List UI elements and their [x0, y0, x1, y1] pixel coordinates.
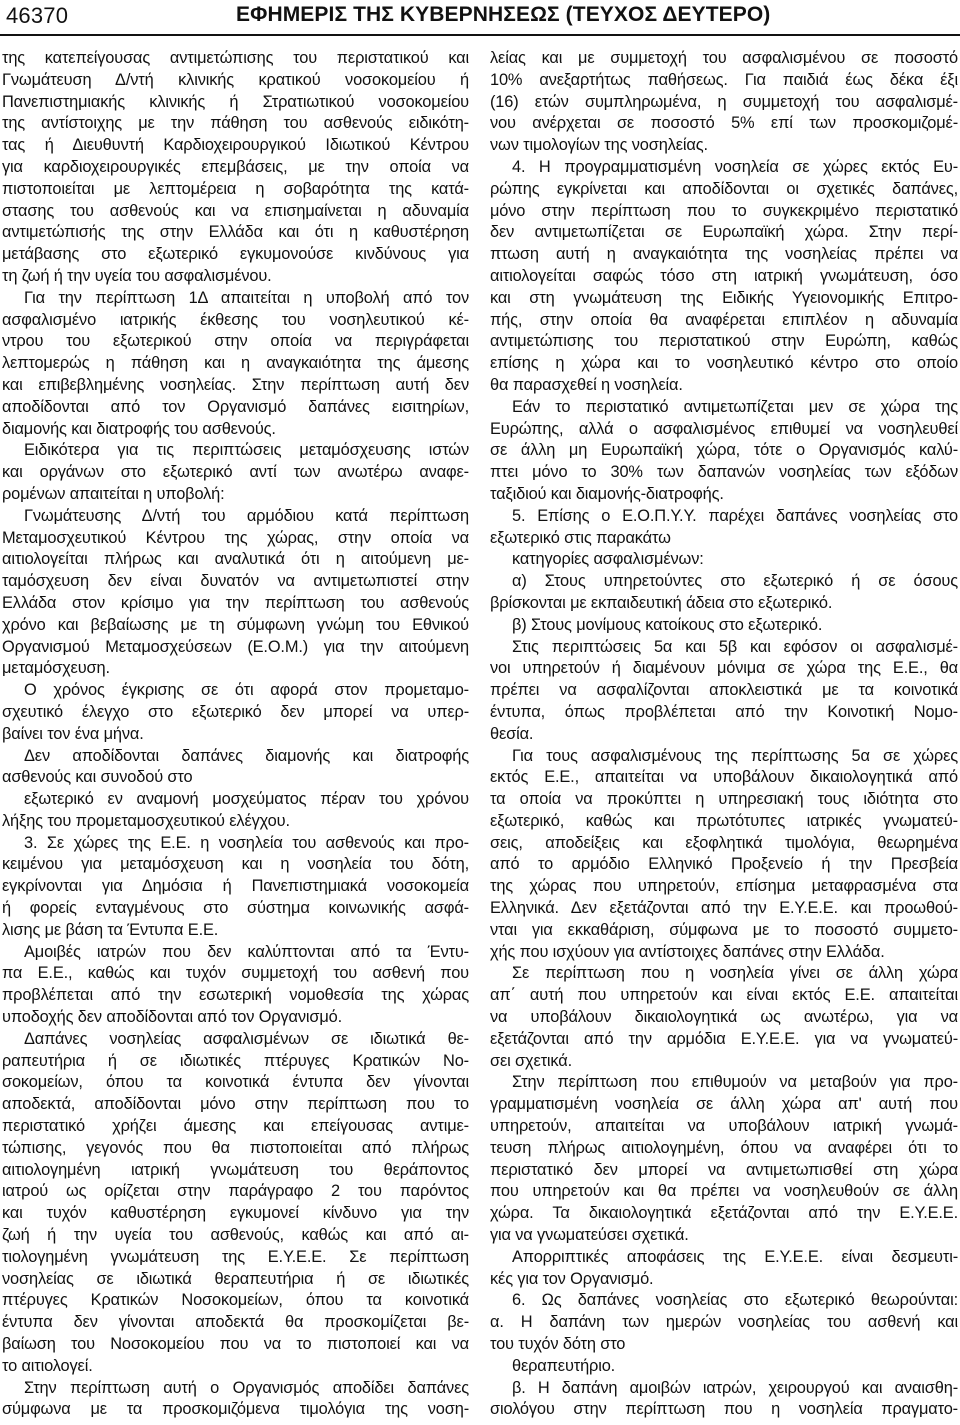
text-line: Αμοιβές ιατρών που δεν καλύπτονται από τα Έντυ- — [24, 942, 469, 961]
text-line: της αντίστοιχης με την πάθηση του ασθενούς ειδικότη- — [2, 114, 469, 133]
text-line: λείας και με συμμετοχή του ασφαλισμένου σε ποσοστό — [490, 49, 958, 67]
text-line: Γνωμάτευση Δ/ντή κλινικής κρατικού νοσοκομείου ή — [2, 70, 469, 89]
text-line: Ευρώπης, αλλά ο ασφαλισμένος επιθυμεί να νοσηλευθεί — [490, 419, 958, 438]
text-line: μεταμόσχευση. — [2, 659, 110, 678]
text-line: περιστατικό δεν μπορεί να αντιμετωπισθεί στη χώρα — [490, 1160, 958, 1179]
text-line: Δαπάνες νοσηλείας ασφαλισμένων σε ιδιωτικά θε- — [24, 1029, 469, 1048]
text-line: ασφαλισμένο ιατρικής έκθεσης του νοσηλευτικού κέ- — [2, 310, 469, 329]
page-header — [0, 0, 960, 36]
text-line: ραπευτήρια ή σε ιδιωτικές πτέρυγες Κρατικών Νο- — [2, 1051, 469, 1070]
text-line: κατηγορίες ασφαλισμένων: — [512, 550, 704, 569]
text-line: (16) ετών συμπληρωμένα, η συμμετοχή του ασφαλισμέ- — [490, 92, 958, 111]
text-line: πρέπει να ασφαλίζονται αποκλειστικά με τα κοινοτικά — [490, 681, 958, 700]
text-line: σχευτικό έλεγχο στο εξωτερικό δεν μπορεί να υπερ- — [2, 702, 469, 721]
text-line: της χώρας που υπηρετούν, επίσημα μεταφρασμένα στα — [490, 877, 958, 896]
text-line: προβλέπεται από την εσωτερική νομοθεσία της χώρας — [2, 986, 469, 1005]
text-line: και επιβεβλημένης νοσηλείας. Στην περίπτωση αυτή δεν — [2, 375, 469, 394]
text-line: πτει μόνο το 30% των δαπανών νοσηλείας των εξόδων — [490, 463, 958, 482]
text-line: λήξης του προμεταμοσχευτικού ελέγχου. — [2, 811, 290, 830]
text-line: Στην περίπτωση που επιθυμούν να μεταβούν για προ- — [512, 1073, 958, 1092]
text-line: αποδίδονται από τον Οργανισμό δαπάνες εισιτηρίων, — [2, 397, 469, 416]
text-line: β) Στους μονίμους κατοίκους στο εξωτερικό. — [512, 615, 823, 634]
text-line: τώπισης, γεγονός που θα πιστοποιείται από πλήρως — [2, 1138, 469, 1157]
text-line: ρώπης εγκρίνεται και αποδίδονται οι σχετικές δαπάνες, — [490, 179, 958, 198]
text-line: αντιμετώπισης του περιστατικού στην Ευρώπη, καθώς — [490, 332, 958, 351]
text-line: σει σχετικά. — [490, 1051, 572, 1070]
text-line: και στη γνωμάτευση της Ειδικής Υγειονομικής Επιτρο- — [490, 288, 958, 307]
text-line: τα οποία να προκύπτει η υπηρεσιακή τους ιδιότητα στο — [490, 790, 958, 809]
text-line: Στις περιπτώσεις 5α και 5β και εφόσον οι ασφαλισμέ- — [512, 637, 958, 656]
text-line: τας ή Διευθυντή Καρδιοχειρουργικού Ιδιωτικού Κέντρου — [2, 136, 469, 155]
text-line: για καρδιοχειρουργικές επεμβάσεις, με την οποία να — [2, 157, 469, 176]
text-line: πτέρυγες Κρατικών Νοσοκομείων, όπου τα κοινοτικά — [2, 1291, 469, 1310]
text-line: Δεν αποδίδονται δαπάνες διαμονής και διατροφής — [24, 746, 469, 765]
text-line: ζωή ή την υγεία του ασθενούς, καθώς και από αι- — [2, 1226, 469, 1245]
text-line: Σε περίπτωση που η νοσηλεία γίνει σε άλλη χώρα — [512, 964, 958, 983]
text-line: σύμφωνα με τα προσκομιζόμενα τιμολόγια της νοση- — [2, 1400, 469, 1419]
text-line: Εάν το περιστατικό αντιμετωπίζεται μεν σε χώρα της — [512, 397, 958, 416]
text-line: για να γνωματεύσει σχετικά. — [490, 1226, 689, 1245]
text-line: τη ζωή ή την υγεία του ασφαλισμένου. — [2, 266, 272, 285]
text-line: έντυπα δεν γίνονται αποδεκτά θα προσκομίζεται βε- — [2, 1313, 469, 1332]
text-line: και οργάνων στο εξωτερικό αντί των ανωτέρω αναφε- — [2, 463, 469, 482]
text-line: αντιμετώπισής της στην Ελλάδα και ότι η καθυστέρηση — [2, 223, 469, 242]
text-line: ταξιδιού και διαμονής-διατροφής. — [490, 484, 724, 503]
left-column — [2, 48, 469, 1421]
text-line: του τυχόν δότη στο — [490, 1335, 626, 1354]
text-line: εκτός Ε.Ε., απαιτείται να υποβάλουν δικαιολογητικά από — [490, 768, 958, 787]
text-line: δεν αντιμετωπίζεται σε Ευρωπαϊκή χώρα. Στην περί- — [490, 223, 958, 242]
text-line: να υποβάλουν δικαιολογητικά ως ανωτέρω, για να — [490, 1008, 958, 1027]
text-line: το αιτιολογεί. — [2, 1356, 93, 1375]
text-line: νοι υπηρετούν ή διαμένουν μόνιμα σε χώρα της Ε.Ε., θα — [490, 659, 958, 678]
text-line: εξωτερικό στις παρακάτω — [490, 528, 671, 547]
text-line: 4. Η προγραμματισμένη νοσηλεία σε χώρες εκτός Ευ- — [512, 157, 958, 176]
gazette-title: ΕΦΗΜΕΡΙΣ ΤΗΣ ΚΥΒΕΡΝΗΣΕΩΣ (ΤΕΥΧΟΣ ΔΕΥΤΕΡΟ) — [236, 3, 771, 26]
text-line: πής, στην οποία θα αναφέρεται επιπλέον η αδυναμία — [490, 310, 958, 329]
text-line: σιολόγου στην περίπτωση που η νοσηλεία πραγματο- — [490, 1400, 958, 1419]
text-line: στασης του ασθενούς και να επισημαίνεται η αδυναμία — [2, 201, 469, 220]
text-line: 3. Σε χώρες της Ε.Ε. η νοσηλεία του ασθενούς και προ- — [24, 833, 469, 852]
text-line: β. Η δαπάνη αμοιβών ιατρών, χειρουργού και αναισθη- — [512, 1378, 958, 1397]
text-line: Ελλάδα στον κρίσιμο για την περίπτωση του ασθενούς — [2, 593, 469, 612]
text-line: περιστατικό χρήζει άμεσης και επείγουσας αντιμε- — [2, 1117, 469, 1136]
text-line: κές για τον Οργανισμό. — [490, 1269, 654, 1288]
text-line: βαίωση του Νοσοκομείου που να το πιστοποιεί και να — [2, 1335, 469, 1354]
text-line: αιτιολογημένη ιατρική γνωμάτευση του θεράποντος — [2, 1160, 469, 1179]
text-line: νται για εκκαθάριση, σύμφωνα με το ποσοστό συμμετο- — [490, 920, 958, 939]
header-rule — [0, 34, 960, 36]
text-line: εξωτερικό, καθώς και πρωτότυπες ιατρικές γνωματεύ- — [490, 811, 958, 830]
text-line: θα παρασχεθεί η νοσηλεία. — [490, 375, 683, 394]
text-line: από το αρμόδιο Ελληνικό Προξενείο ή την Πρεσβεία — [490, 855, 958, 874]
text-line: νων τιμολογίων της νοσηλείας. — [490, 136, 708, 155]
text-line: Οργανισμού Μεταμοσχεύσεων (Ε.Ο.Μ.) για την αιτούμενη — [2, 637, 469, 656]
text-line: και τυχόν καθυστέρηση εγκυμονεί κίνδυνο για την — [2, 1204, 469, 1223]
text-line: σεις, αποδείξεις και εξοφλητικά τιμολόγια, θεωρημένα — [490, 833, 958, 852]
text-line: πα Ε.Ε., καθώς και τυχόν συμμετοχή του ασθενή που — [2, 964, 469, 983]
text-line: 10% ανεξαρτήτως παθήσεως. Για παιδιά έως δέκα έξι — [490, 70, 958, 89]
text-line: έντυπα, όπως προβλέπεται από την Κοινοτική Νομο- — [490, 702, 958, 721]
text-line: εξετάζονται από την αρμόδια Ε.Υ.Ε.Ε. για να γνωματεύ- — [490, 1029, 958, 1048]
text-line: λισης με βάση τα Έντυπα Ε.Ε. — [2, 920, 219, 939]
text-line: επίσης η χώρα και το νοσηλευτικό κέντρο στο οποίο — [490, 354, 958, 373]
text-line: χής που ισχύουν για αντίστοιχες δαπάνες στην Ελλάδα. — [490, 942, 885, 961]
text-line: υποδοχής δεν αποδίδονται από τον Οργανισμό. — [2, 1008, 343, 1027]
text-line: Ειδικότερα για τις περιπτώσεις μεταμόσχευσης ιστών — [24, 441, 469, 460]
text-line: 5. Επίσης ο Ε.Ο.Π.Υ.Υ. παρέχει δαπάνες νοσηλείας στο — [512, 506, 958, 525]
text-line: Στην περίπτωση αυτή ο Οργανισμός αποδίδει δαπάνες — [24, 1378, 469, 1397]
text-line: θεραπευτήριο. — [512, 1356, 616, 1375]
text-line: γραμματισμένη νοσηλεία σε άλλη χώρα απ' αυτή που — [490, 1095, 958, 1114]
text-line: 6. Ως δαπάνες νοσηλείας στο εξωτερικό θεωρούνται: — [512, 1291, 958, 1310]
text-line: διαμονής και διατροφής του ασθενούς. — [2, 419, 276, 438]
text-line: α) Στους υπηρετούντες στο εξωτερικό ή σε όσους — [512, 572, 958, 591]
text-line: πτωση αυτή η αναγκαιότητα της νοσηλείας πρέπει να — [490, 245, 958, 264]
text-line: σοκομείων, όπου τα κοινοτικά έντυπα δεν γίνονται — [2, 1073, 469, 1092]
text-line: ντρου του εξωτερικού στην οποία να περιγράφεται — [2, 332, 469, 351]
text-line: Απορριπτικές αποφάσεις της Ε.Υ.Ε.Ε. είναι δεσμευτι- — [512, 1247, 958, 1266]
text-line: Πανεπιστημιακής κλινικής ή Στρατιωτικού νοσοκομείου — [2, 92, 469, 111]
text-line: νου ανέρχεται σε ποσοστό 5% επί των προσκομιζομέ- — [490, 114, 958, 133]
text-line: Μεταμοσχευτικού Κέντρου της χώρας, στην οποία να — [2, 528, 469, 547]
text-line: α. Η δαπάνη των ημερών νοσηλείας του ασθενή και — [490, 1313, 958, 1332]
text-line: Ο χρόνος έγκρισης σε ότι αφορά στον προμεταμο- — [24, 681, 469, 700]
text-line: βρίσκονται με εκπαιδευτική άδεια στο εξωτερικό. — [490, 593, 833, 612]
text-line: Γνωμάτευσης Δ/ντή του αρμόδιου κατά περίπτωση — [24, 506, 469, 525]
text-line: σε άλλη μη Ευρωπαϊκή χώρα, τότε ο Οργανισμός καλύ- — [490, 441, 958, 460]
text-line: πιστοποιείται με λεπτομέρεια η σοβαρότητα της κατά- — [2, 179, 469, 198]
text-line: ταμόσχευση δεν είναι δυνατόν να αντιμετωπιστεί στην — [2, 572, 469, 591]
text-line: ιατρού ως ορίζεται στην παράγραφο 2 του παρόντος — [2, 1182, 469, 1201]
page-number: 46370 — [6, 3, 69, 28]
text-line: ρομένων απαιτείται η υποβολή: — [2, 484, 225, 503]
text-line: κειμένου για μεταμόσχευση και η νοσηλεία του δότη, — [2, 855, 469, 874]
text-line: ασθενούς και συνοδού στο — [2, 768, 193, 787]
text-line: νοσηλείας σε ιδιωτικά θεραπευτήρια ή σε ιδιωτικές — [2, 1269, 469, 1288]
text-line: εξωτερικό εν αναμονή μοσχεύματος πέραν του χρόνου — [24, 790, 469, 809]
text-line: αιτιολογείται πλήρως και αναλυτικά ότι η αιτούμενη με- — [2, 550, 469, 569]
text-line: της κατεπείγουσας αντιμετώπισης του περιστατικού και — [2, 49, 469, 67]
text-line: ή φορείς ενταγμένους στο σύστημα κοινωνικής ασφά- — [2, 899, 469, 918]
text-line: χώρα. Τα δικαιολογητικά εξετάζονται από την Ε.Υ.Ε.Ε. — [490, 1204, 958, 1223]
text-line: αιτιολογείται σαφώς τόσο στη ιατρική γνωμάτευση, όσο — [490, 266, 958, 285]
text-line: εγκρίνονται για Δημόσια ή Πανεπιστημιακά νοσοκομεία — [2, 877, 469, 896]
text-line: Για τους ασφαλισμένους της περίπτωσης 5α σε χώρες — [512, 746, 958, 765]
text-line: που υπηρετούν και θα πρέπει να νοσηλευθούν σε άλλη — [490, 1182, 958, 1201]
right-column — [490, 48, 958, 1421]
text-line: μόνο στην περίπτωση που το συγκεκριμένο περιστατικό — [490, 201, 958, 220]
text-line: βαίνει τον ένα μήνα. — [2, 724, 144, 743]
text-line: αποδεκτά, αποδίδονται μόνο στην περίπτωση που το — [2, 1095, 469, 1114]
text-line: απ΄ αυτή που υπηρετούν και είναι εκτός Ε.Ε. απαιτείται — [490, 986, 958, 1005]
text-line: χρόνο και βεβαίωσης με τη σύμφωνη γνώμη του Εθνικού — [2, 615, 469, 634]
text-line: Ελληνικά. Δεν εξετάζονται από την Ε.Υ.Ε.Ε. και προωθού- — [490, 899, 958, 918]
text-line: υπηρετούν, απαιτείται να υποβάλουν ιατρική γνωμά- — [490, 1117, 958, 1136]
text-line: τευση πλήρως αιτιολογημένη, όπου να αναφέρει ότι το — [490, 1138, 958, 1157]
text-line: θεσία. — [490, 724, 534, 743]
text-line: Για την περίπτωση 1Δ απαιτείται η υποβολή από τον — [24, 288, 469, 307]
text-line: τιολογημένη γνωμάτευση της Ε.Υ.Ε.Ε. Σε περίπτωση — [2, 1247, 469, 1266]
text-line: μετάβασης στο εξωτερικό εγκυμονούσε κινδύνους για — [2, 245, 469, 264]
text-line: λεπτομερώς η πάθηση και η αναγκαιότητα της άμεσης — [2, 354, 469, 373]
